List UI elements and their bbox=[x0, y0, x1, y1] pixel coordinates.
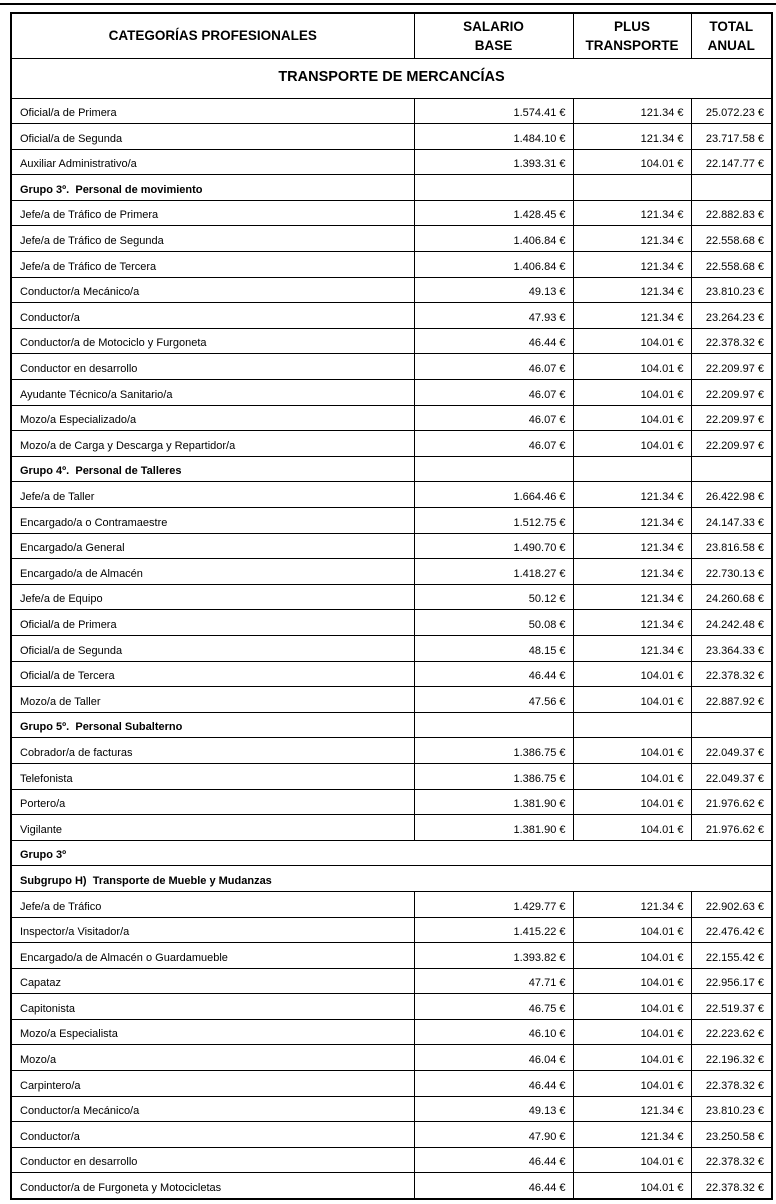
category-cell: Conductor/a bbox=[11, 1122, 414, 1148]
total-annual-cell: 22.902.63 € bbox=[691, 891, 772, 917]
plus-transport-cell: 104.01 € bbox=[573, 687, 691, 713]
total-annual-cell: 23.364.33 € bbox=[691, 635, 772, 661]
total-annual-cell: 22.378.32 € bbox=[691, 661, 772, 687]
total-annual-cell: 22.558.68 € bbox=[691, 252, 772, 278]
category-cell: Conductor/a Mecánico/a bbox=[11, 277, 414, 303]
plus-transport-cell: 104.01 € bbox=[573, 1071, 691, 1097]
plus-transport-cell: 121.34 € bbox=[573, 559, 691, 585]
table-row bbox=[11, 635, 772, 661]
category-cell: Portero/a bbox=[11, 789, 414, 815]
table-row bbox=[11, 533, 772, 559]
plus-transport-cell: 104.01 € bbox=[573, 789, 691, 815]
table-row bbox=[11, 431, 772, 457]
base-salary-cell: 1.418.27 € bbox=[414, 559, 573, 585]
category-cell: Cobrador/a de facturas bbox=[11, 738, 414, 764]
base-salary-cell: 46.07 € bbox=[414, 405, 573, 431]
plus-transport-cell: 121.34 € bbox=[573, 635, 691, 661]
plus-transport-cell: 104.01 € bbox=[573, 968, 691, 994]
table-row bbox=[11, 1045, 772, 1071]
total-annual-cell: 22.155.42 € bbox=[691, 943, 772, 969]
table-row bbox=[11, 943, 772, 969]
category-cell: Conductor en desarrollo bbox=[11, 354, 414, 380]
table-row bbox=[11, 149, 772, 175]
total-annual-cell: 22.558.68 € bbox=[691, 226, 772, 252]
plus-transport-cell: 104.01 € bbox=[573, 815, 691, 841]
category-cell: Vigilante bbox=[11, 815, 414, 841]
plus-transport-cell: 104.01 € bbox=[573, 380, 691, 406]
base-salary-cell bbox=[414, 456, 573, 482]
category-cell: Encargado/a de Almacén bbox=[11, 559, 414, 585]
category-cell: Jefe/a de Tráfico de Tercera bbox=[11, 252, 414, 278]
base-salary-cell: 46.75 € bbox=[414, 994, 573, 1020]
base-salary-cell: 1.381.90 € bbox=[414, 789, 573, 815]
category-cell: Inspector/a Visitador/a bbox=[11, 917, 414, 943]
plus-transport-cell: 104.01 € bbox=[573, 1045, 691, 1071]
category-cell: Conductor/a bbox=[11, 303, 414, 329]
plus-transport-cell: 121.34 € bbox=[573, 98, 691, 124]
total-annual-cell: 23.264.23 € bbox=[691, 303, 772, 329]
plus-transport-cell: 121.34 € bbox=[573, 277, 691, 303]
total-annual-cell: 23.250.58 € bbox=[691, 1122, 772, 1148]
base-salary-cell: 1.393.31 € bbox=[414, 149, 573, 175]
base-salary-cell: 49.13 € bbox=[414, 277, 573, 303]
base-salary-cell: 46.07 € bbox=[414, 431, 573, 457]
category-cell: Jefe/a de Taller bbox=[11, 482, 414, 508]
category-cell: Conductor/a de Furgoneta y Motocicletas bbox=[11, 1173, 414, 1199]
base-salary-cell: 1.406.84 € bbox=[414, 252, 573, 278]
plus-transport-cell: 121.34 € bbox=[573, 252, 691, 278]
category-cell: Encargado/a de Almacén o Guardamueble bbox=[11, 943, 414, 969]
base-salary-cell: 1.484.10 € bbox=[414, 124, 573, 150]
total-annual-cell: 22.049.37 € bbox=[691, 763, 772, 789]
base-salary-cell: 47.56 € bbox=[414, 687, 573, 713]
total-annual-cell: 22.519.37 € bbox=[691, 994, 772, 1020]
base-salary-cell: 47.93 € bbox=[414, 303, 573, 329]
category-cell: Mozo/a de Carga y Descarga y Repartidor/a bbox=[11, 431, 414, 457]
total-annual-cell: 24.147.33 € bbox=[691, 508, 772, 534]
total-annual-cell: 22.378.32 € bbox=[691, 1173, 772, 1199]
category-cell: Conductor/a Mecánico/a bbox=[11, 1096, 414, 1122]
total-annual-cell: 21.976.62 € bbox=[691, 789, 772, 815]
table-row bbox=[11, 712, 772, 738]
category-cell: Grupo 4º. Personal de Talleres bbox=[11, 456, 414, 482]
table-row bbox=[11, 124, 772, 150]
base-salary-cell: 1.386.75 € bbox=[414, 738, 573, 764]
plus-transport-cell: 104.01 € bbox=[573, 354, 691, 380]
section-title: TRANSPORTE DE MERCANCÍAS bbox=[11, 58, 772, 98]
table-row bbox=[11, 840, 772, 866]
base-salary-cell: 47.71 € bbox=[414, 968, 573, 994]
plus-transport-cell: 121.34 € bbox=[573, 1096, 691, 1122]
base-salary-cell: 50.08 € bbox=[414, 610, 573, 636]
table-row bbox=[11, 1122, 772, 1148]
table-row bbox=[11, 226, 772, 252]
total-annual-cell: 22.196.32 € bbox=[691, 1045, 772, 1071]
plus-transport-cell: 104.01 € bbox=[573, 763, 691, 789]
table-row bbox=[11, 738, 772, 764]
category-cell: Oficial/a de Segunda bbox=[11, 124, 414, 150]
total-annual-cell: 23.810.23 € bbox=[691, 277, 772, 303]
plus-transport-cell: 104.01 € bbox=[573, 1019, 691, 1045]
plus-transport-cell: 104.01 € bbox=[573, 149, 691, 175]
table-row bbox=[11, 968, 772, 994]
category-cell: Capataz bbox=[11, 968, 414, 994]
plus-transport-cell: 121.34 € bbox=[573, 533, 691, 559]
category-cell: Carpintero/a bbox=[11, 1071, 414, 1097]
category-cell: Oficial/a de Primera bbox=[11, 98, 414, 124]
plus-transport-cell: 121.34 € bbox=[573, 303, 691, 329]
table-row bbox=[11, 405, 772, 431]
total-annual-cell: 22.956.17 € bbox=[691, 968, 772, 994]
base-salary-cell: 1.386.75 € bbox=[414, 763, 573, 789]
total-annual-cell: 24.260.68 € bbox=[691, 584, 772, 610]
category-cell: Jefe/a de Tráfico bbox=[11, 891, 414, 917]
table-row bbox=[11, 1173, 772, 1199]
total-annual-cell: 22.223.62 € bbox=[691, 1019, 772, 1045]
column-header-categorias-label: CATEGORÍAS PROFESIONALES bbox=[108, 28, 317, 44]
total-annual-cell: 23.816.58 € bbox=[691, 533, 772, 559]
table-row bbox=[11, 508, 772, 534]
table-row bbox=[11, 277, 772, 303]
table-row bbox=[11, 380, 772, 406]
base-salary-cell: 46.07 € bbox=[414, 354, 573, 380]
category-cell: Conductor/a de Motociclo y Furgoneta bbox=[11, 328, 414, 354]
table-row bbox=[11, 456, 772, 482]
column-header-salario-base: SALARIO BASE bbox=[414, 13, 573, 58]
plus-transport-cell: 104.01 € bbox=[573, 405, 691, 431]
table-row bbox=[11, 584, 772, 610]
table-row bbox=[11, 303, 772, 329]
plus-transport-cell: 121.34 € bbox=[573, 508, 691, 534]
base-salary-cell bbox=[414, 712, 573, 738]
plus-transport-cell: 121.34 € bbox=[573, 1122, 691, 1148]
plus-transport-cell: 121.34 € bbox=[573, 584, 691, 610]
table-row bbox=[11, 891, 772, 917]
table-row bbox=[11, 559, 772, 585]
total-annual-cell: 24.242.48 € bbox=[691, 610, 772, 636]
plus-transport-cell bbox=[573, 175, 691, 201]
base-salary-cell bbox=[414, 175, 573, 201]
column-header-categorias bbox=[11, 13, 414, 58]
table-row bbox=[11, 763, 772, 789]
base-salary-cell: 49.13 € bbox=[414, 1096, 573, 1122]
section-label-cell: Grupo 3º bbox=[11, 840, 772, 866]
total-annual-cell: 22.378.32 € bbox=[691, 328, 772, 354]
table-row bbox=[11, 815, 772, 841]
base-salary-cell: 1.429.77 € bbox=[414, 891, 573, 917]
table-body bbox=[11, 58, 772, 1199]
base-salary-cell: 46.04 € bbox=[414, 1045, 573, 1071]
category-cell: Encargado/a General bbox=[11, 533, 414, 559]
base-salary-cell: 46.07 € bbox=[414, 380, 573, 406]
header-row bbox=[11, 13, 772, 58]
category-cell: Capitonista bbox=[11, 994, 414, 1020]
base-salary-cell: 46.10 € bbox=[414, 1019, 573, 1045]
plus-transport-cell: 121.34 € bbox=[573, 200, 691, 226]
base-salary-cell: 46.44 € bbox=[414, 328, 573, 354]
section-label-cell: Subgrupo H) Transporte de Mueble y Mudanzas bbox=[11, 866, 772, 892]
category-cell: Jefe/a de Equipo bbox=[11, 584, 414, 610]
total-annual-cell: 22.882.83 € bbox=[691, 200, 772, 226]
plus-transport-cell: 104.01 € bbox=[573, 661, 691, 687]
total-annual-cell: 22.887.92 € bbox=[691, 687, 772, 713]
category-cell: Mozo/a bbox=[11, 1045, 414, 1071]
table-row bbox=[11, 610, 772, 636]
base-salary-cell: 50.12 € bbox=[414, 584, 573, 610]
total-annual-cell: 26.422.98 € bbox=[691, 482, 772, 508]
category-cell: Conductor en desarrollo bbox=[11, 1147, 414, 1173]
total-annual-cell bbox=[691, 175, 772, 201]
category-cell: Mozo/a de Taller bbox=[11, 687, 414, 713]
base-salary-cell: 46.44 € bbox=[414, 1071, 573, 1097]
base-salary-cell: 1.406.84 € bbox=[414, 226, 573, 252]
category-cell: Mozo/a Especialista bbox=[11, 1019, 414, 1045]
column-header-total-anual: TOTAL ANUAL bbox=[691, 13, 772, 58]
plus-transport-cell bbox=[573, 712, 691, 738]
category-cell: Encargado/a o Contramaestre bbox=[11, 508, 414, 534]
column-header-plus-transporte: PLUS TRANSPORTE bbox=[573, 13, 691, 58]
table-row bbox=[11, 687, 772, 713]
category-cell: Ayudante Técnico/a Sanitario/a bbox=[11, 380, 414, 406]
section-title-row bbox=[11, 58, 772, 98]
plus-transport-cell: 104.01 € bbox=[573, 431, 691, 457]
plus-transport-cell: 121.34 € bbox=[573, 226, 691, 252]
category-cell: Grupo 3º. Personal de movimiento bbox=[11, 175, 414, 201]
base-salary-cell: 1.428.45 € bbox=[414, 200, 573, 226]
total-annual-cell: 22.209.97 € bbox=[691, 380, 772, 406]
total-annual-cell: 22.147.77 € bbox=[691, 149, 772, 175]
base-salary-cell: 1.664.46 € bbox=[414, 482, 573, 508]
table-row bbox=[11, 661, 772, 687]
base-salary-cell: 46.44 € bbox=[414, 661, 573, 687]
base-salary-cell: 1.415.22 € bbox=[414, 917, 573, 943]
plus-transport-cell: 104.01 € bbox=[573, 994, 691, 1020]
plus-transport-cell bbox=[573, 456, 691, 482]
total-annual-cell: 22.378.32 € bbox=[691, 1147, 772, 1173]
category-cell: Oficial/a de Segunda bbox=[11, 635, 414, 661]
total-annual-cell: 22.049.37 € bbox=[691, 738, 772, 764]
total-annual-cell: 22.476.42 € bbox=[691, 917, 772, 943]
table-row bbox=[11, 1019, 772, 1045]
plus-transport-cell: 121.34 € bbox=[573, 124, 691, 150]
base-salary-cell: 46.44 € bbox=[414, 1173, 573, 1199]
base-salary-cell: 1.512.75 € bbox=[414, 508, 573, 534]
table-row bbox=[11, 175, 772, 201]
base-salary-cell: 1.574.41 € bbox=[414, 98, 573, 124]
base-salary-cell: 1.381.90 € bbox=[414, 815, 573, 841]
total-annual-cell: 22.209.97 € bbox=[691, 431, 772, 457]
category-cell: Auxiliar Administrativo/a bbox=[11, 149, 414, 175]
table-row bbox=[11, 994, 772, 1020]
category-cell: Mozo/a Especializado/a bbox=[11, 405, 414, 431]
total-annual-cell: 23.717.58 € bbox=[691, 124, 772, 150]
plus-transport-cell: 104.01 € bbox=[573, 1173, 691, 1199]
total-annual-cell: 23.810.23 € bbox=[691, 1096, 772, 1122]
total-annual-cell: 22.730.13 € bbox=[691, 559, 772, 585]
plus-transport-cell: 104.01 € bbox=[573, 1147, 691, 1173]
category-cell: Telefonista bbox=[11, 763, 414, 789]
category-cell: Oficial/a de Tercera bbox=[11, 661, 414, 687]
table-row bbox=[11, 1071, 772, 1097]
table-row bbox=[11, 328, 772, 354]
plus-transport-cell: 121.34 € bbox=[573, 482, 691, 508]
total-annual-cell bbox=[691, 456, 772, 482]
plus-transport-cell: 104.01 € bbox=[573, 917, 691, 943]
plus-transport-cell: 121.34 € bbox=[573, 610, 691, 636]
plus-transport-cell: 104.01 € bbox=[573, 943, 691, 969]
table-row bbox=[11, 917, 772, 943]
category-cell: Oficial/a de Primera bbox=[11, 610, 414, 636]
table-row bbox=[11, 252, 772, 278]
table-row bbox=[11, 1096, 772, 1122]
base-salary-cell: 1.490.70 € bbox=[414, 533, 573, 559]
total-annual-cell: 22.378.32 € bbox=[691, 1071, 772, 1097]
total-annual-cell bbox=[691, 712, 772, 738]
table-row bbox=[11, 866, 772, 892]
salary-table bbox=[10, 12, 773, 1200]
total-annual-cell: 22.209.97 € bbox=[691, 405, 772, 431]
total-annual-cell: 21.976.62 € bbox=[691, 815, 772, 841]
total-annual-cell: 25.072.23 € bbox=[691, 98, 772, 124]
plus-transport-cell: 104.01 € bbox=[573, 328, 691, 354]
category-cell: Jefe/a de Tráfico de Primera bbox=[11, 200, 414, 226]
top-rule-line bbox=[0, 3, 776, 5]
category-cell: Jefe/a de Tráfico de Segunda bbox=[11, 226, 414, 252]
total-annual-cell: 22.209.97 € bbox=[691, 354, 772, 380]
base-salary-cell: 46.44 € bbox=[414, 1147, 573, 1173]
base-salary-cell: 47.90 € bbox=[414, 1122, 573, 1148]
plus-transport-cell: 121.34 € bbox=[573, 891, 691, 917]
table-row bbox=[11, 482, 772, 508]
table-row bbox=[11, 200, 772, 226]
table-row bbox=[11, 354, 772, 380]
base-salary-cell: 1.393.82 € bbox=[414, 943, 573, 969]
table-row bbox=[11, 789, 772, 815]
plus-transport-cell: 104.01 € bbox=[573, 738, 691, 764]
table-row bbox=[11, 1147, 772, 1173]
base-salary-cell: 48.15 € bbox=[414, 635, 573, 661]
category-cell: Grupo 5º. Personal Subalterno bbox=[11, 712, 414, 738]
table-row bbox=[11, 98, 772, 124]
